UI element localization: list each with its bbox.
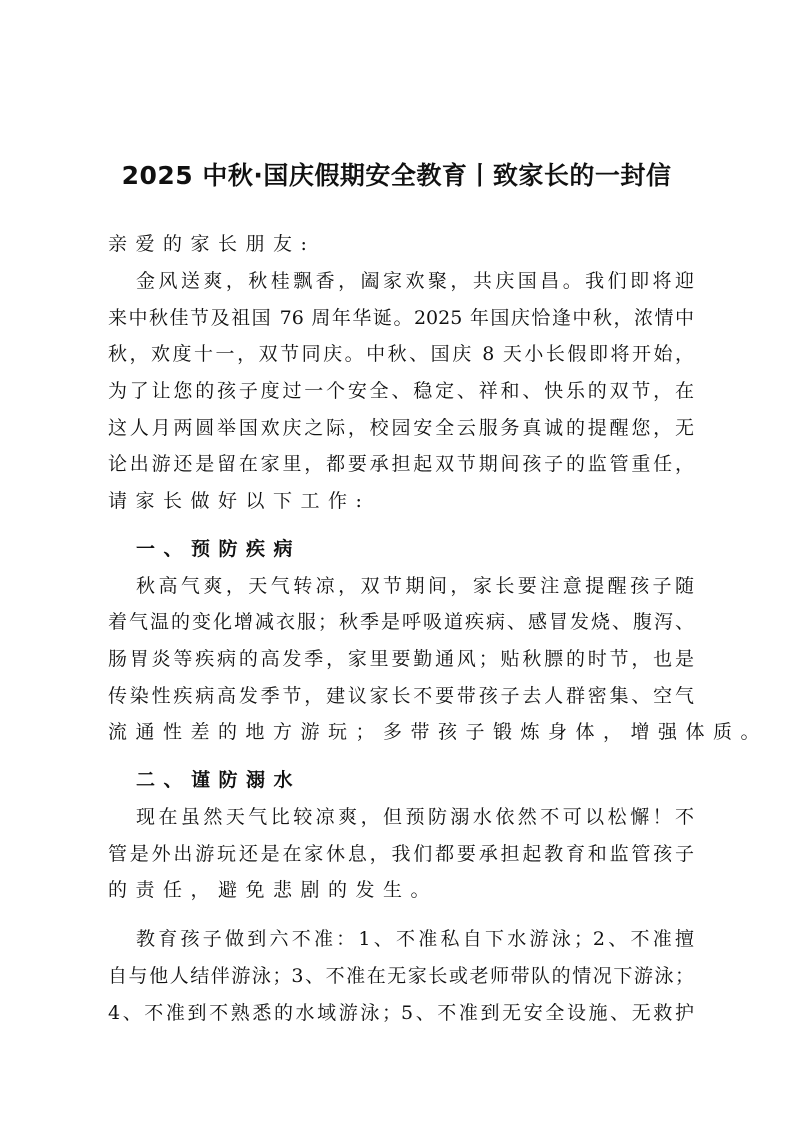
section2-line: 教育孩子做到六不准：1、不准私自下水游泳；2、不准擅 bbox=[136, 928, 694, 950]
section2-line: 的责任，避免悲剧的发生。 bbox=[108, 879, 439, 901]
section-heading-disease: 一、预防疾病 bbox=[136, 538, 302, 560]
intro-line: 秋，欢度十一，双节同庆。中秋、国庆 8 天小长假即将开始， bbox=[108, 343, 694, 365]
intro-line: 这人月两圆举国欢庆之际，校园安全云服务真诚的提醒您，无 bbox=[108, 417, 694, 439]
section1-line: 传染性疾病高发季节，建议家长不要带孩子去人群密集、空气 bbox=[108, 685, 694, 707]
intro-line: 金风送爽，秋桂飘香，阖家欢聚，共庆国昌。我们即将迎 bbox=[136, 270, 694, 292]
intro-line: 来中秋佳节及祖国 76 周年华诞。2025 年国庆恰逢中秋，浓情中 bbox=[108, 307, 694, 329]
intro-line: 为了让您的孩子度过一个安全、稳定、祥和、快乐的双节，在 bbox=[108, 380, 694, 402]
section1-line: 秋高气爽，天气转凉，双节期间，家长要注意提醒孩子随 bbox=[136, 575, 694, 597]
section2-line: 现在虽然天气比较凉爽，但预防溺水依然不可以松懈！不 bbox=[136, 806, 694, 828]
page-title: 2025 中秋·国庆假期安全教育丨致家长的一封信 bbox=[121, 161, 672, 190]
section1-line: 肠胃炎等疾病的高发季，家里要勤通风；贴秋膘的时节，也是 bbox=[108, 648, 694, 670]
greeting: 亲爱的家长朋友: bbox=[108, 233, 316, 255]
section2-line: 4、不准到不熟悉的水域游泳；5、不准到无安全设施、无救护 bbox=[108, 1002, 694, 1024]
intro-line: 请家长做好以下工作: bbox=[108, 490, 371, 512]
section2-line: 管是外出游玩还是在家休息，我们都要承担起教育和监管孩子 bbox=[108, 843, 694, 865]
section2-line: 自与他人结伴游泳；3、不准在无家长或老师带队的情况下游泳； bbox=[108, 965, 694, 987]
section1-line: 流通性差的地方游玩；多带孩子锻炼身体，增强体质。 bbox=[108, 721, 769, 743]
section1-line: 着气温的变化增减衣服；秋季是呼吸道疾病、感冒发烧、腹泻、 bbox=[108, 611, 694, 633]
section-heading-drowning: 二、谨防溺水 bbox=[136, 769, 302, 791]
intro-line: 论出游还是留在家里，都要承担起双节期间孩子的监管重任， bbox=[108, 453, 694, 475]
